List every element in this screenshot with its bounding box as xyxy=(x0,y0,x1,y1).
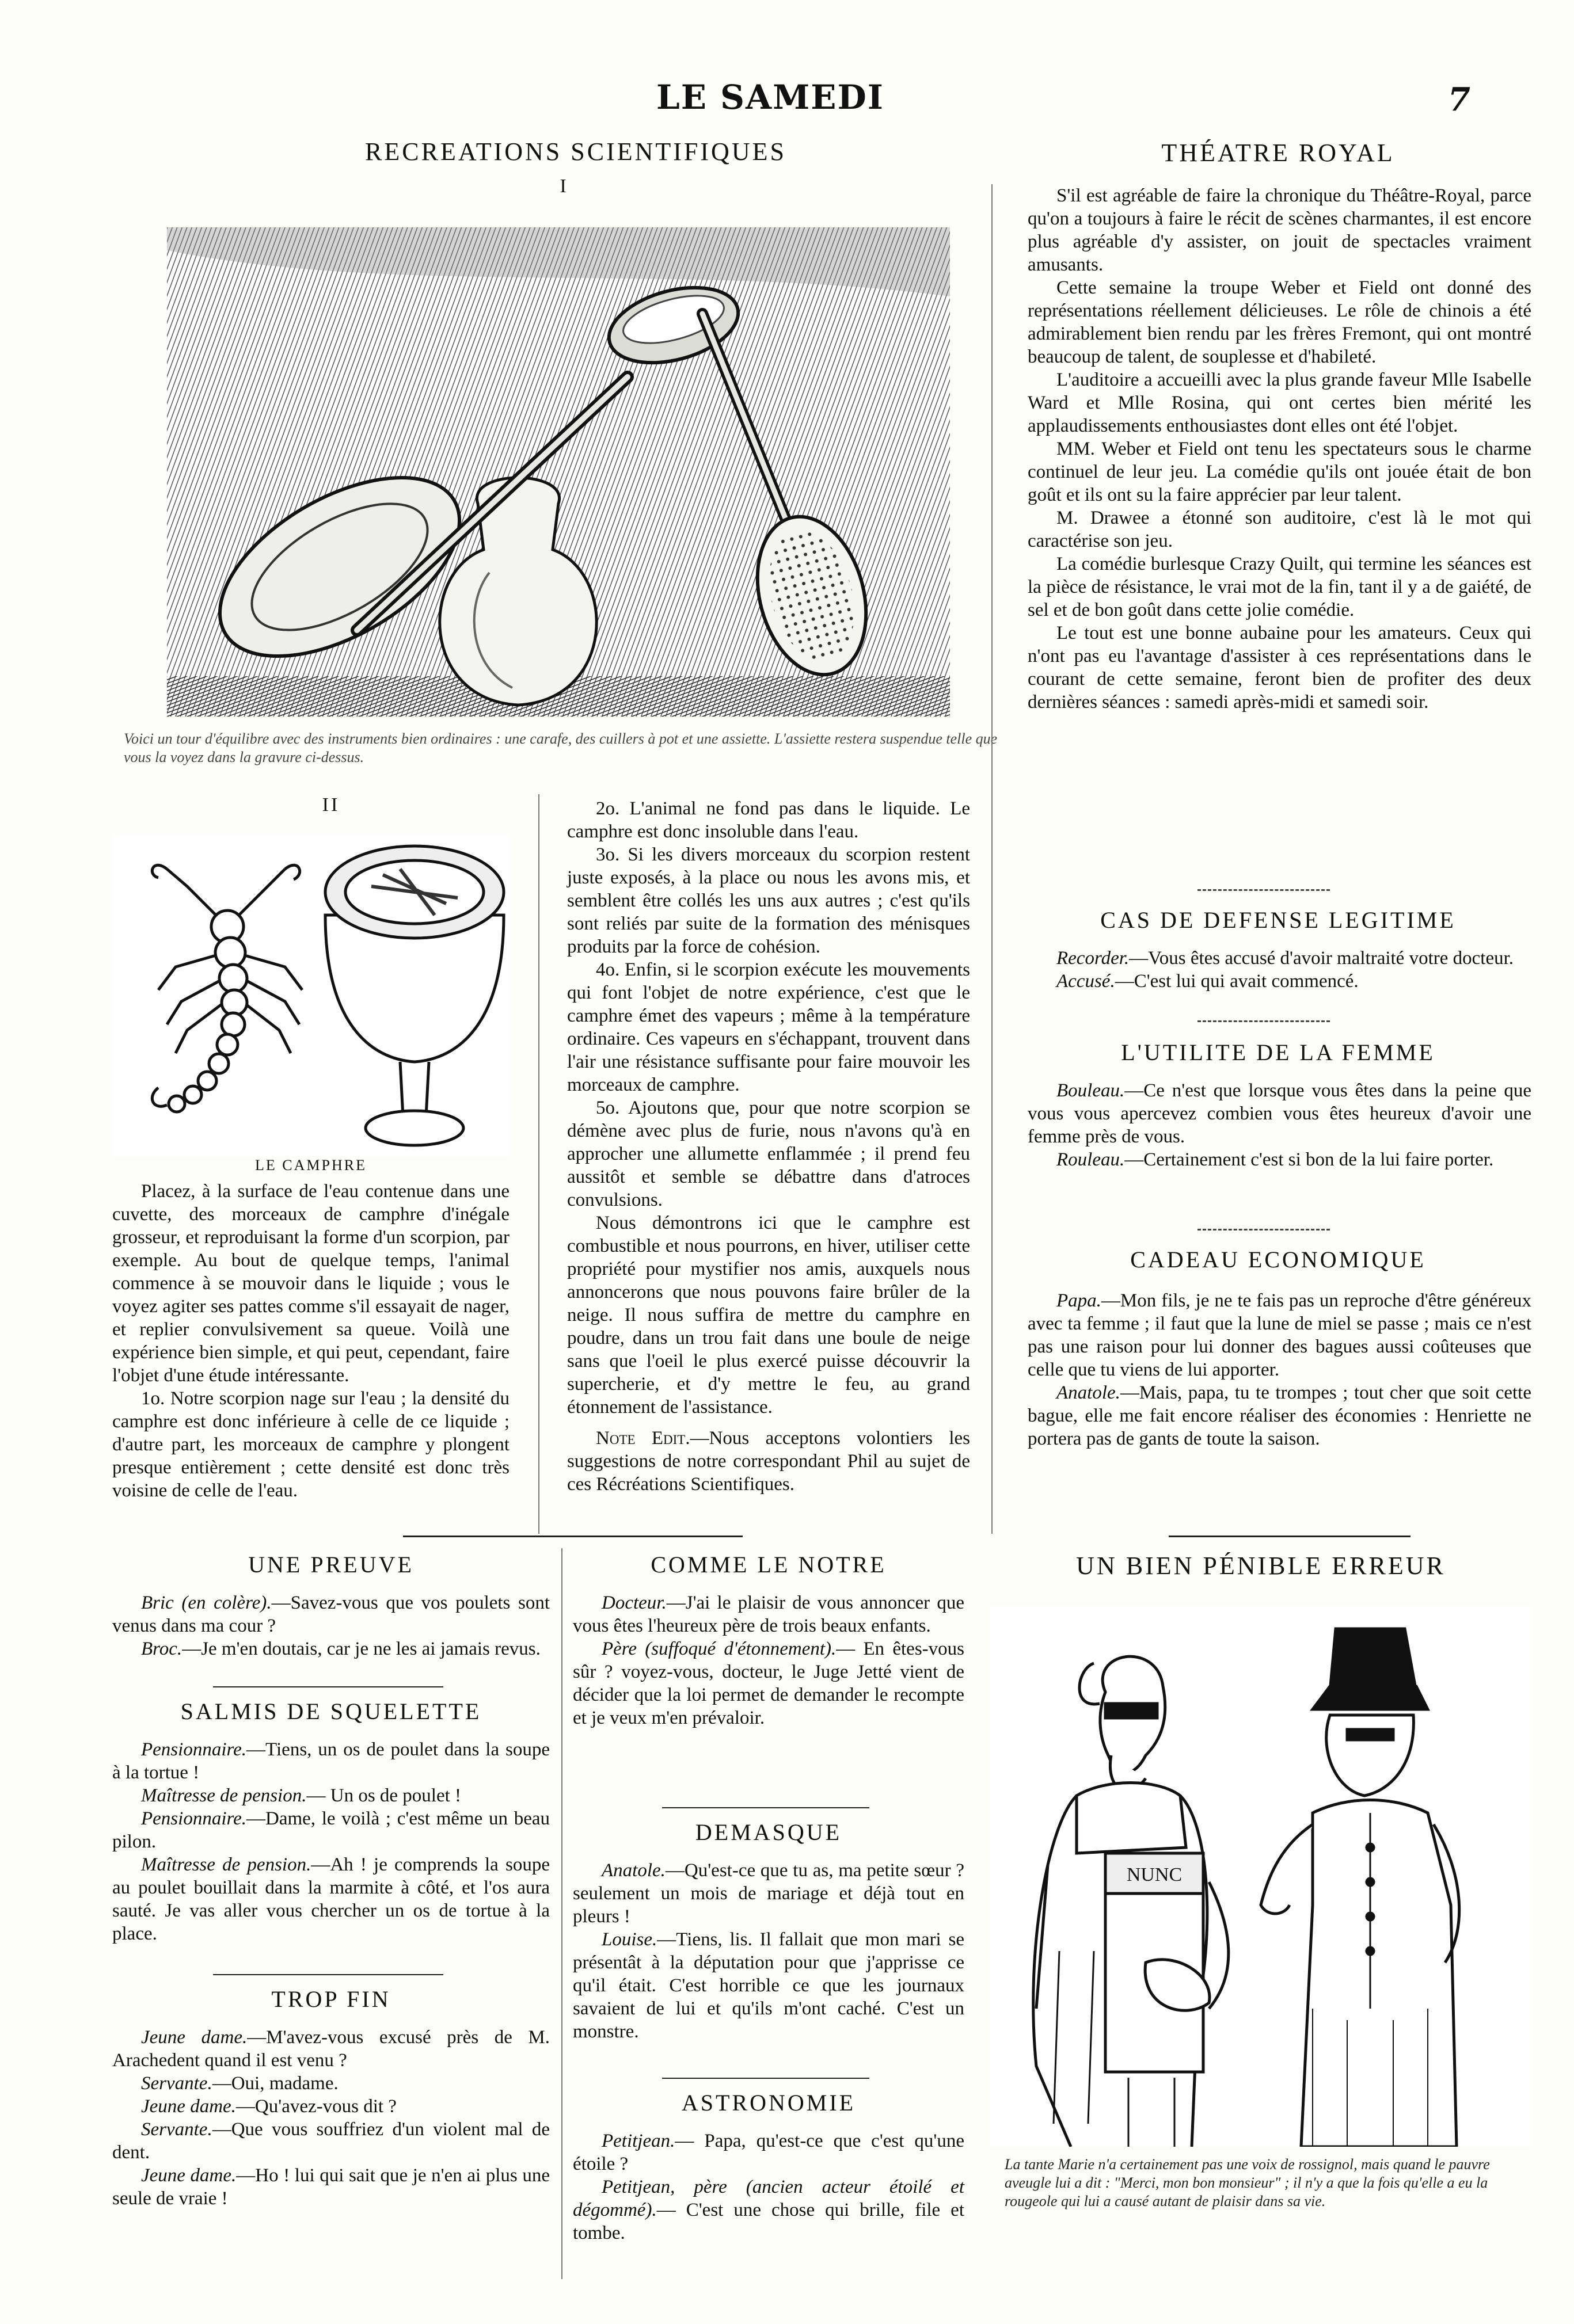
speaker-broc: Broc. xyxy=(141,1639,183,1659)
theatre-paragraph-6: La comédie burlesque Crazy Quilt, qui termine les séances est la pièce de résistance, le vrai mot de la fin, tant il y a de gaiété, de sel et de bon goût dans cette jolie comédie. xyxy=(1028,554,1531,620)
cadeau-dialogue xyxy=(1028,1289,1531,1450)
recreations-paragraph-3: 2o. L'animal ne fond pas dans le liquide. Le camphre est donc insoluble dans l'eau. xyxy=(567,798,970,842)
speaker-papa: Papa. xyxy=(1056,1290,1101,1311)
preuve-heading: UNE PREUVE xyxy=(248,1552,414,1578)
theatre-paragraph-7: Le tout est une bonne aubaine pour les amateurs. Ceux qui n'ont pas eu l'avantage d'assister à ces représentations dans le courant de cette semaine, feront bien de profiter des deux dernières séances : samedi après-midi et samedi soir. xyxy=(1028,623,1531,713)
recreations-right-column xyxy=(567,797,970,1496)
divider-defense xyxy=(1197,1020,1330,1022)
theatre-paragraph-5: M. Drawee a étonné son auditoire, c'est là le mot qui caractérise son jeu. xyxy=(1028,508,1531,551)
note-text: —Nous acceptons volontiers les suggestions de notre correspondant Phil au sujet de ces Récréations Scientifiques. xyxy=(567,1428,970,1495)
astronomie-dialogue xyxy=(573,2129,964,2245)
camphor-scorpion-illustration xyxy=(112,835,510,1157)
salmis-heading: SALMIS DE SQUELETTE xyxy=(180,1698,482,1724)
theatre-heading: THÉATRE ROYAL xyxy=(1161,139,1395,167)
column-divider-2 xyxy=(991,184,993,1534)
comme-dialogue xyxy=(573,1591,964,1729)
divider-utilite xyxy=(1197,1229,1330,1230)
line-text: — Papa, qu'est-ce que c'est qu'une étoile ? xyxy=(573,2131,964,2174)
cartoon-caption: La tante Marie n'a certainement pas une voix de rossignol, mais quand le pauvre aveugle lui a dit : "Merci, mon bon monsieur" ; il n'y a que la fois qu'elle a eu la rougeole qui lui a causé autant de plaisir dans sa vie. xyxy=(1005,2156,1490,2209)
line-text: —Tiens, un os de poulet dans la soupe à la tortue ! xyxy=(112,1739,550,1783)
column-divider-1 xyxy=(538,794,539,1534)
comme-heading: COMME LE NOTRE xyxy=(651,1552,887,1578)
speaker-jeune-dame: Jeune dame. xyxy=(141,2165,237,2186)
demasque-dialogue xyxy=(573,1859,964,2043)
divider-salmis xyxy=(213,1974,443,1975)
blind-beggar-cartoon xyxy=(990,1606,1531,2147)
line-text: —Ho ! lui qui sait que je n'en ai plus une seule de vraie ! xyxy=(112,2165,550,2209)
recreations-heading: RECREATIONS SCIENTIFIQUES xyxy=(365,138,786,166)
defense-dialogue xyxy=(1028,947,1531,993)
recreations-paragraph-6: 5o. Ajoutons que, pour que notre scorpion se démène avec plus de furie, nous n'avons qu'à en approcher une allumette enflammée ; il prend feu aussitôt et semble se débattre dans d'atroces convulsions. xyxy=(567,1098,970,1210)
line-text: —Ah ! je comprends la soupe au poulet bouillait dans la marmite à côté, et l'os aura sauté. Je vas aller vous chercher un os de tortue à la place. xyxy=(112,1854,550,1944)
speaker-anatole: Anatole. xyxy=(1056,1382,1120,1403)
balancing-trick-engraving xyxy=(167,227,950,717)
theatre-paragraph-3: L'auditoire a accueilli avec la plus grande faveur Mlle Isabelle Ward et Mlle Rosina, qui ont certes bien mérité les applaudissements enthousiastes dont elles ont été l'objet. xyxy=(1028,369,1531,436)
recreations-paragraph-2: 1o. Notre scorpion nage sur l'eau ; la densité du camphre est donc inférieure à celle de ce liquide ; d'autre part, les morceaux de camphre y plongent presque entièrement ; cette densité est donc très voisine de celle de l'eau. xyxy=(112,1388,510,1501)
speaker-bric: Bric (en colère). xyxy=(141,1592,272,1613)
speaker-louise: Louise. xyxy=(602,1929,657,1950)
line-text: —J'ai le plaisir de vous annoncer que vous êtes l'heureux père de trois beaux enfants. xyxy=(573,1592,964,1636)
erreur-heading: UN BIEN PÉNIBLE ERREUR xyxy=(1076,1552,1446,1580)
recreations-paragraph-4: 3o. Si les divers morceaux du scorpion restent juste exposés, à la place ou nous les avons mis, et semblent être collés les uns aux autres ; c'est qu'ils sont reliés par suite de la formation des ménisques produits par la force de cohésion. xyxy=(567,844,970,957)
line-text: —Que vous souffriez d'un violent mal de dent. xyxy=(112,2119,550,2163)
speaker-rouleau: Rouleau. xyxy=(1056,1149,1125,1170)
line-text: —Ce n'est que lorsque vous êtes dans la peine que vous vous apercevez combien vous êtes heureux d'avoir une femme près de vous. xyxy=(1028,1080,1531,1147)
speaker-jeune-dame: Jeune dame. xyxy=(141,2096,236,2117)
speaker-servante: Servante. xyxy=(141,2073,212,2094)
recreations-paragraph-1: Placez, à la surface de l'eau contenue dans une cuvette, des morceaux de camphre d'inégale grosseur, et reproduisant la forme d'un scorpion, par exemple. Au bout de quelque temps, l'animal commence à se mouvoir dans le liquide ; vous le voyez agiter ses pattes comme s'il essayait de nager, et replier convulsivement sa queue. Voilà une expérience bien simple, et qui peut, cependant, faire l'objet d'une étude intéressante. xyxy=(112,1181,510,1386)
divider-theatre xyxy=(1197,889,1330,891)
line-text: — Un os de poulet ! xyxy=(306,1785,462,1806)
speaker-recorder: Recorder. xyxy=(1056,948,1130,969)
line-text: — En êtes-vous sûr ? voyez-vous, docteur, le Juge Jetté vient de décider que la loi permet de demander le recompte et je veux m'en prévaloir. xyxy=(573,1639,964,1728)
line-text: —Mon fils, je ne te fais pas un reproche d'être généreux avec ta femme ; il faut que la lune de miel se passe ; mais ce n'est pas une raison pour lui donner des bagues aussi coûteuses que celle que tu viens de lui apporter. xyxy=(1028,1290,1531,1380)
line-text: —Je m'en doutais, car je ne les ai jamais revus. xyxy=(182,1639,541,1659)
speaker-maitresse: Maîtresse de pension. xyxy=(141,1785,307,1806)
speaker-anatole: Anatole. xyxy=(602,1860,666,1881)
figure1-caption: Voici un tour d'équilibre avec des instruments bien ordinaires : une carafe, des cuillers à pot et une assiette. L'assiette restera suspendue telle que vous la voyez dans la gravure ci-dessus. xyxy=(124,730,998,765)
line-text: —C'est lui qui avait commencé. xyxy=(1115,971,1359,992)
recreations-left-column xyxy=(112,1180,510,1502)
speaker-petitjean: Petitjean. xyxy=(602,2131,675,2151)
line-text: —Qu'avez-vous dit ? xyxy=(235,2096,397,2117)
cadeau-heading: CADEAU ECONOMIQUE xyxy=(1130,1247,1426,1273)
line-text: —M'avez-vous excusé près de M. Arachedent quand il est venu ? xyxy=(112,2027,550,2071)
speaker-bouleau: Bouleau. xyxy=(1056,1080,1125,1101)
speaker-accuse: Accusé. xyxy=(1056,971,1115,992)
section-rule-left xyxy=(403,1536,743,1537)
divider-demasque xyxy=(662,2078,869,2079)
speaker-pere: Père (suffoqué d'étonnement). xyxy=(602,1639,837,1659)
speaker-docteur: Docteur. xyxy=(602,1592,667,1613)
speaker-jeune-dame: Jeune dame. xyxy=(141,2027,248,2048)
speaker-maitresse: Maîtresse de pension. xyxy=(141,1854,311,1875)
apron-sign: NUNC xyxy=(1126,1864,1183,1885)
line-text: —Oui, madame. xyxy=(212,2073,339,2094)
line-text: —Tiens, lis. Il fallait que mon mari se présentât à la députation pour que j'apprisse ce qu'il était. C'est horrible ce que les journaux savaient de lui et qu'ils m'ont caché. C'est un monstre. xyxy=(573,1929,964,2042)
divider-preuve xyxy=(213,1686,443,1687)
recreations-paragraph-5: 4o. Enfin, si le scorpion exécute les mouvements qui font l'objet de notre expérience, c'est que le camphre émet des vapeurs ; même à la température ordinaire. Ces vapeurs en s'échappant, trouvent dans l'air une résistance suffisante pour faire mouvoir les morceaux de camphre. xyxy=(567,959,970,1095)
line-text: — C'est une chose qui brille, file et tombe. xyxy=(573,2200,964,2243)
column-divider-3 xyxy=(561,1548,562,2279)
theatre-paragraph-4: MM. Weber et Field ont tenu les spectateurs sous le charme continuel de leur jeu. La comédie qu'ils ont jouée était de bon goût et ils ont su la faire apprécier par leur talent. xyxy=(1028,439,1531,505)
part2-numeral: II xyxy=(322,794,340,816)
salmis-dialogue xyxy=(112,1738,550,1945)
defense-heading: CAS DE DEFENSE LEGITIME xyxy=(1100,907,1456,933)
section-rule-right xyxy=(1169,1536,1410,1537)
note-label: Note Edit. xyxy=(596,1428,690,1449)
line-text: —Savez-vous que vos poulets sont venus dans ma cour ? xyxy=(112,1592,550,1636)
line-text: —Certainement c'est si bon de la lui faire porter. xyxy=(1124,1149,1494,1170)
line-text: —Qu'est-ce que tu as, ma petite sœur ? seulement un mois de mariage et déjà tout en pleurs ! xyxy=(573,1860,964,1927)
tropfin-dialogue xyxy=(112,2026,550,2210)
tropfin-heading: TROP FIN xyxy=(271,1986,391,2012)
camphre-figure-label: LE CAMPHRE xyxy=(255,1157,367,1174)
preuve-dialogue xyxy=(112,1591,550,1660)
page-number: 7 xyxy=(1448,81,1470,119)
astronomie-heading: ASTRONOMIE xyxy=(681,2090,856,2116)
utilite-dialogue xyxy=(1028,1079,1531,1171)
theatre-article xyxy=(1028,184,1531,714)
newspaper-title: LE SAMEDI xyxy=(656,78,884,117)
recreations-paragraph-7: Nous démontrons ici que le camphre est combustible et nous pourrons, en hiver, utiliser cette propriété pour mystifier nos amis, auxquels nous annoncerons que nous pouvons faire brûler de la neige. Il nous suffira de mettre du camphre en poudre, dans un trou fait dans une boule de neige sans que l'oeil le plus exercé puisse découvrir la supercherie, et d'y mettre le feu, au grand étonnement de l'assistance. xyxy=(567,1213,970,1418)
speaker-pensionnaire: Pensionnaire. xyxy=(141,1808,246,1829)
part1-numeral: I xyxy=(560,176,569,197)
divider-comme xyxy=(662,1807,869,1808)
theatre-paragraph-1: S'il est agréable de faire la chronique du Théâtre-Royal, parce qu'on a toujours à faire le récit de scènes charmantes, il est encore plus agréable d'y assister, on jouit de spectacles vraiment amusants. xyxy=(1028,185,1531,275)
speaker-servante: Servante. xyxy=(141,2119,212,2140)
line-text: —Mais, papa, tu te trompes ; tout cher que soit cette bague, elle me fait encore réaliser des économies : Henriette ne portera pas de gants de toute la saison. xyxy=(1028,1382,1531,1449)
utilite-heading: L'UTILITE DE LA FEMME xyxy=(1121,1039,1435,1065)
line-text: —Dame, le voilà ; c'est même un beau pilon. xyxy=(112,1808,550,1852)
speaker-petitjean-pere: Petitjean, père (ancien acteur étoilé et dégommé). xyxy=(573,2177,964,2220)
demasque-heading: DEMASQUE xyxy=(695,1819,842,1845)
speaker-pensionnaire: Pensionnaire. xyxy=(141,1739,246,1760)
theatre-paragraph-2: Cette semaine la troupe Weber et Field ont donné des représentations réellement délicieuses. Le rôle de chinois a été admirablement bien rendu par les frères Fremont, qui ont montré beaucoup de talent, de souplesse et d'habileté. xyxy=(1028,277,1531,367)
line-text: —Vous êtes accusé d'avoir maltraité votre docteur. xyxy=(1129,948,1514,969)
